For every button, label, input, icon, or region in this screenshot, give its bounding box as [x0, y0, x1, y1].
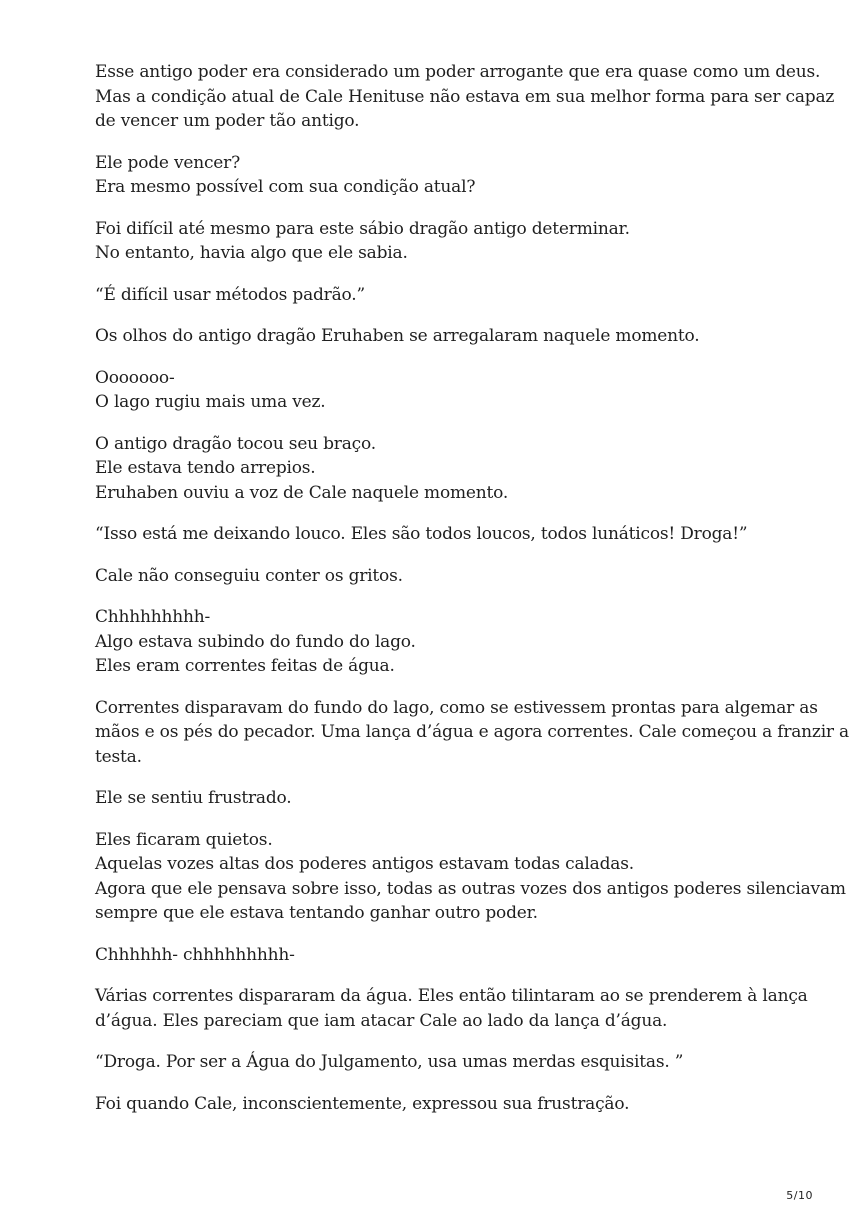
page-number: 5/10	[786, 1189, 813, 1202]
paragraph	[95, 786, 795, 811]
text-line: O lago rugiu mais uma vez.	[95, 392, 326, 412]
text-line: Chhhhhhhhh-	[95, 607, 211, 627]
text-line: Cale não conseguiu conter os gritos.	[95, 565, 403, 586]
text-line: Chhhhhh- chhhhhhhhh-	[95, 944, 295, 965]
paragraph	[95, 828, 846, 926]
text-line: O antigo dragão tocou seu braço.	[95, 433, 376, 454]
text-line: Ele se sentiu frustrado.	[95, 788, 292, 808]
text-line: Ooooooo-	[95, 367, 175, 388]
text-line: Foi quando Cale, inconscientemente, expressou sua frustração.	[95, 1093, 630, 1114]
text-line: Ele pode vencer?	[95, 152, 241, 173]
text-line: No entanto, havia algo que ele sabia.	[95, 243, 408, 263]
paragraph	[95, 283, 795, 308]
paragraph	[95, 432, 795, 506]
text-line: sempre que ele estava tentando ganhar outro poder.	[95, 903, 538, 923]
text-line: “É difícil usar métodos padrão.”	[95, 284, 365, 305]
text-line: Foi difícil até mesmo para este sábio dragão antigo determinar.	[95, 218, 630, 239]
text-line: Mas a condição atual de Cale Henituse não estava em sua melhor forma para ser capaz	[95, 86, 835, 107]
text-line: Agora que ele pensava sobre isso, todas as outras vozes dos antigos poderes silenciavam	[95, 878, 846, 899]
text-line: mãos e os pés do pecador. Uma lança d’água e agora correntes. Cale começou a franzir a	[95, 722, 849, 742]
paragraph	[95, 984, 808, 1033]
paragraph	[95, 696, 849, 770]
text-line: Aquelas vozes altas dos poderes antigos estavam todas caladas.	[95, 854, 634, 874]
paragraph	[95, 217, 795, 266]
paragraph	[95, 1092, 795, 1117]
paragraph	[95, 605, 795, 679]
text-line: “Isso está me deixando louco. Eles são todos loucos, todos lunáticos! Droga!”	[95, 524, 748, 544]
text-line: Ele estava tendo arrepios.	[95, 458, 316, 478]
paragraph	[95, 522, 795, 547]
document-body	[95, 60, 849, 1133]
paragraph	[95, 1050, 795, 1075]
text-line: Eruhaben ouviu a voz de Cale naquele momento.	[95, 482, 509, 503]
text-line: Várias correntes dispararam da água. Eles então tilintaram ao se prenderem à lança	[95, 986, 808, 1006]
text-line: Os olhos do antigo dragão Eruhaben se arregalaram naquele momento.	[95, 326, 700, 346]
text-line: d’água. Eles pareciam que iam atacar Cale ao lado da lança d’água.	[95, 1010, 668, 1031]
paragraph	[95, 943, 795, 968]
paragraph	[95, 324, 795, 349]
text-line: Era mesmo possível com sua condição atual?	[95, 177, 476, 197]
text-line: Eles ficaram quietos.	[95, 829, 273, 850]
text-line: Esse antigo poder era considerado um poder arrogante que era quase como um deus.	[95, 62, 821, 82]
text-line: testa.	[95, 746, 142, 767]
text-line: de vencer um poder tão antigo.	[95, 111, 360, 131]
text-line: Correntes disparavam do fundo do lago, como se estivessem prontas para algemar as	[95, 697, 818, 718]
paragraph	[95, 564, 795, 589]
text-line: “Droga. Por ser a Água do Julgamento, usa umas merdas esquisitas. ”	[95, 1052, 684, 1072]
text-line: Eles eram correntes feitas de água.	[95, 656, 395, 676]
text-line: Algo estava subindo do fundo do lago.	[95, 631, 416, 652]
paragraph	[95, 60, 835, 134]
paragraph	[95, 366, 795, 415]
paragraph	[95, 151, 795, 200]
